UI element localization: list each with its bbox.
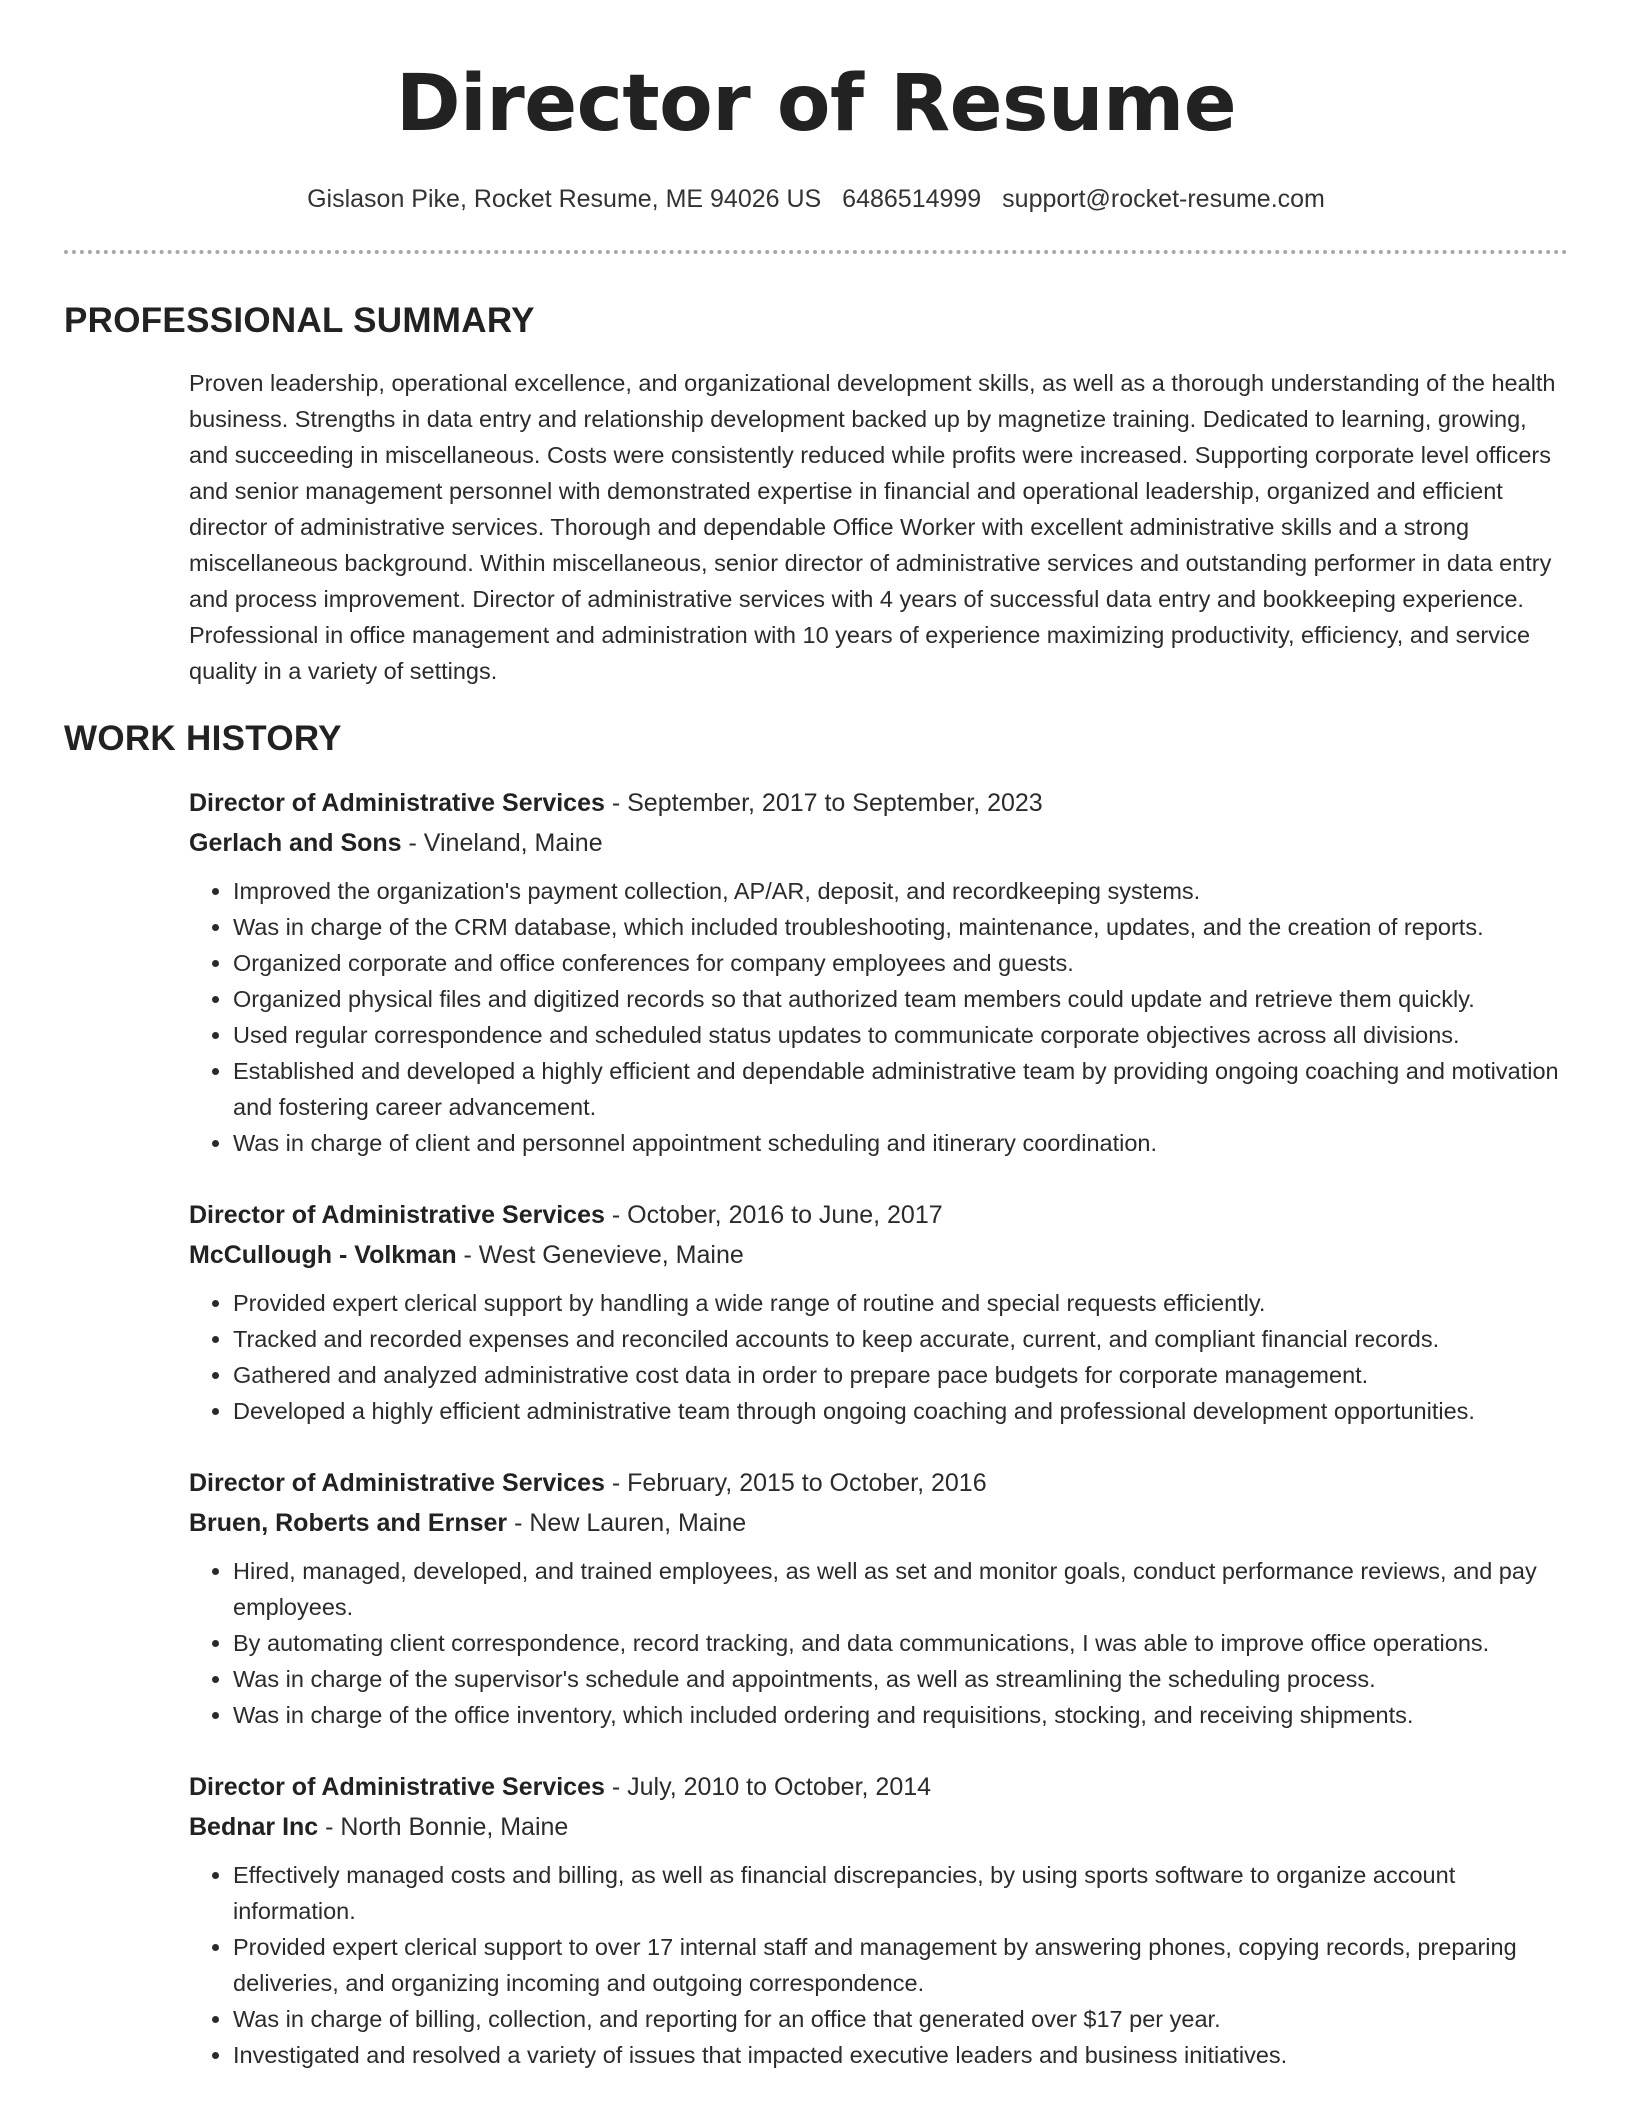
- contact-line: [0, 182, 1632, 216]
- job-company: McCullough - Volkman: [189, 1241, 457, 1269]
- job-location: - Vineland, Maine: [401, 829, 603, 857]
- summary-text: Proven leadership, operational excellence, and organizational development skills, as well as a thorough understanding of the health business. Strengths in data entry and relationship development backed up by magnetize training. Dedicated to learning, growing, and succeeding in miscellaneous. Costs were consistently reduced while profits were increased. Supporting corporate level officers and senior management personnel with demonstrated expertise in financial and operational leadership, organized and efficient director of administrative services. Thorough and dependable Office Worker with excellent administrative skills and a strong miscellaneous background. Within miscellaneous, senior director of administrative services and outstanding performer in data entry and process improvement. Director of administrative services with 4 years of successful data entry and bookkeeping experience. Professional in office management and administration with 10 years of experience maximizing productivity, efficiency, and service quality in a variety of settings.: [189, 370, 1556, 684]
- job-title-line: [189, 1195, 1569, 1235]
- job-bullets: [189, 873, 1569, 1161]
- job-role: Director of Administrative Services: [189, 1469, 605, 1497]
- job-bullets: [189, 1553, 1569, 1733]
- job-bullet: • Effectively managed costs and billing, as well as financial discrepancies, by using sports software to organize account information.: [233, 1857, 1569, 1929]
- job-title-line: [189, 1463, 1569, 1503]
- job-dates: - July, 2010 to October, 2014: [604, 1773, 932, 1801]
- job-bullet: • Tracked and recorded expenses and reconciled accounts to keep accurate, current, and compliant financial records.: [233, 1321, 1569, 1357]
- job-dates: - September, 2017 to September, 2023: [604, 789, 1043, 817]
- job-entry: [189, 1463, 1569, 1733]
- job-title-line: [189, 783, 1569, 823]
- job-location: - New Lauren, Maine: [507, 1509, 747, 1537]
- job-bullet: • Was in charge of the supervisor's schedule and appointments, as well as streamlining the scheduling process.: [233, 1661, 1569, 1697]
- job-bullet: • Hired, managed, developed, and trained employees, as well as set and monitor goals, conduct performance reviews, and pay employees.: [233, 1553, 1569, 1625]
- work-history-heading: WORK HISTORY: [64, 719, 342, 758]
- job-company: Bruen, Roberts and Ernser: [189, 1509, 508, 1537]
- job-bullet: • Provided expert clerical support by handling a wide range of routine and special requests efficiently.: [233, 1285, 1569, 1321]
- summary-heading: PROFESSIONAL SUMMARY: [64, 301, 535, 340]
- contact-address: Gislason Pike, Rocket Resume, ME 94026 US: [307, 185, 822, 213]
- job-entry: [189, 783, 1569, 1161]
- job-bullet: • Developed a highly efficient administrative team through ongoing coaching and professional development opportunities.: [233, 1393, 1569, 1429]
- job-role: Director of Administrative Services: [189, 789, 605, 817]
- job-bullet: • Organized corporate and office conferences for company employees and guests.: [233, 945, 1569, 981]
- job-bullets: [189, 1857, 1569, 2073]
- work-history-section: [189, 783, 1569, 2107]
- job-role: Director of Administrative Services: [189, 1201, 605, 1229]
- job-bullet: • Was in charge of client and personnel appointment scheduling and itinerary coordination.: [233, 1125, 1569, 1161]
- job-title-line: [189, 1767, 1569, 1807]
- job-dates: - October, 2016 to June, 2017: [604, 1201, 943, 1229]
- resume-header: [0, 0, 1632, 216]
- job-bullet: • Gathered and analyzed administrative cost data in order to prepare pace budgets for corporate management.: [233, 1357, 1569, 1393]
- job-company-line: [189, 823, 1569, 863]
- job-bullet: • Provided expert clerical support to over 17 internal staff and management by answering phones, copying records, preparing deliveries, and organizing incoming and outgoing correspondence.: [233, 1929, 1569, 2001]
- job-dates: - February, 2015 to October, 2016: [604, 1469, 987, 1497]
- job-entry: [189, 1195, 1569, 1429]
- job-bullet: • Improved the organization's payment collection, AP/AR, deposit, and recordkeeping systems.: [233, 873, 1569, 909]
- job-location: - North Bonnie, Maine: [318, 1813, 569, 1841]
- job-bullet: • By automating client correspondence, record tracking, and data communications, I was able to improve office operations.: [233, 1625, 1569, 1661]
- job-bullets: [189, 1285, 1569, 1429]
- resume-name: Director of Resume: [395, 59, 1237, 149]
- header-divider: [64, 250, 1568, 254]
- job-bullet: • Organized physical files and digitized records so that authorized team members could update and retrieve them quickly.: [233, 981, 1569, 1017]
- job-bullet: • Used regular correspondence and scheduled status updates to communicate corporate objectives across all divisions.: [233, 1017, 1569, 1053]
- job-bullet: • Established and developed a highly efficient and dependable administrative team by providing ongoing coaching and motivation and fostering career advancement.: [233, 1053, 1569, 1125]
- job-entry: [189, 1767, 1569, 2073]
- job-company-line: [189, 1503, 1569, 1543]
- job-company-line: [189, 1235, 1569, 1275]
- job-company: Bednar Inc: [189, 1813, 319, 1841]
- summary-section: [189, 365, 1569, 689]
- job-bullet: • Was in charge of the office inventory, which included ordering and requisitions, stocking, and receiving shipments.: [233, 1697, 1569, 1733]
- contact-phone: 6486514999: [842, 185, 982, 213]
- job-company: Gerlach and Sons: [189, 829, 402, 857]
- job-bullet: • Was in charge of billing, collection, and reporting for an office that generated over $17 per year.: [233, 2001, 1569, 2037]
- job-location: - West Genevieve, Maine: [456, 1241, 744, 1269]
- job-bullet: • Investigated and resolved a variety of issues that impacted executive leaders and business initiatives.: [233, 2037, 1569, 2073]
- contact-email: support@rocket-resume.com: [1002, 185, 1325, 213]
- job-company-line: [189, 1807, 1569, 1847]
- job-role: Director of Administrative Services: [189, 1773, 605, 1801]
- job-bullet: • Was in charge of the CRM database, which included troubleshooting, maintenance, updates, and the creation of reports.: [233, 909, 1569, 945]
